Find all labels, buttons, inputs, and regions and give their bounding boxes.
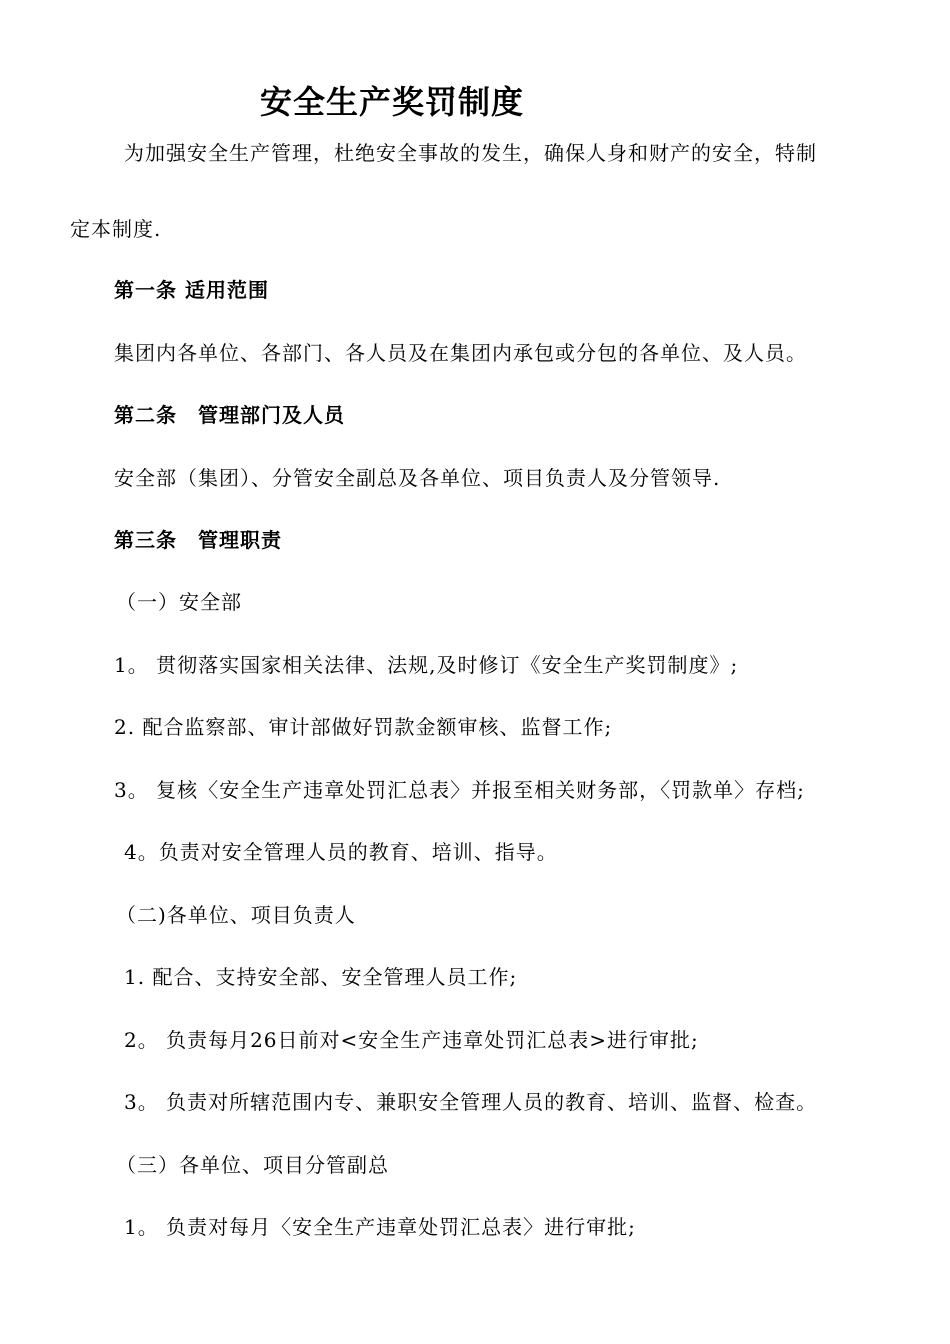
document-title: 安全生产奖罚制度 — [260, 83, 525, 121]
article-2-heading: 第二条 管理部门及人员 — [114, 403, 345, 427]
article-3-heading: 第三条 管理职责 — [114, 528, 282, 552]
section-3-heading: （三）各单位、项目分管副总 — [116, 1153, 389, 1177]
section-1-heading: （一）安全部 — [116, 590, 242, 614]
section-2-heading: （二)各单位、项目负责人 — [116, 903, 356, 927]
section-2-item: 2。 负责每月26日前对<安全生产违章处罚汇总表>进行审批; — [124, 1028, 699, 1052]
intro-paragraph-line-1: 为加强安全生产管理，杜绝安全事故的发生，确保人身和财产的安全，特制 — [124, 141, 817, 165]
section-1-item: 2. 配合监察部、审计部做好罚款金额审核、监督工作; — [114, 715, 613, 739]
article-1-heading: 第一条 适用范围 — [114, 278, 269, 302]
section-1-item: 3。 复核〈安全生产违章处罚汇总表〉并报至相关财务部，〈罚款单〉存档; — [114, 778, 805, 802]
article-2-body: 安全部（集团）、分管安全副总及各单位、项目负责人及分管领导. — [114, 466, 721, 490]
section-2-item: 1. 配合、支持安全部、安全管理人员工作; — [124, 965, 518, 989]
section-1-item: 1。 贯彻落实国家相关法律、法规,及时修订《安全生产奖罚制度》; — [114, 653, 739, 677]
section-2-item: 3。 负责对所辖范围内专、兼职安全管理人员的教育、培训、监督、检查。 — [124, 1090, 818, 1114]
section-3-item: 1。 负责对每月〈安全生产违章处罚汇总表〉进行审批; — [124, 1215, 636, 1239]
section-1-item: 4。负责对安全管理人员的教育、培训、指导。 — [124, 840, 558, 864]
intro-paragraph-line-2: 定本制度. — [70, 217, 162, 241]
article-1-body: 集团内各单位、各部门、各人员及在集团内承包或分包的各单位、及人员。 — [114, 341, 807, 365]
